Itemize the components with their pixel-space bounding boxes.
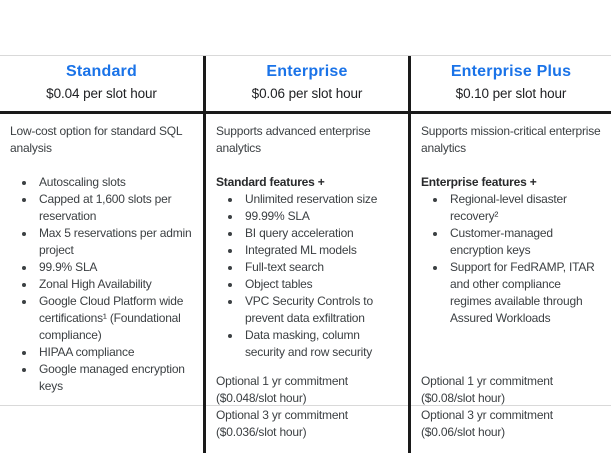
feature-item: • Unlimited reservation size: [242, 191, 400, 208]
commitment-line: Optional 3 yr commitment: [216, 408, 348, 422]
commitment-line: Optional 3 yr commitment: [421, 408, 553, 422]
feature-item: • VPC Security Controls to prevent data exfiltration: [242, 293, 400, 327]
plan-price: $0.04 per slot hour: [46, 86, 157, 101]
features-heading: Enterprise features +: [421, 175, 537, 189]
feature-item: • Google managed encryption keys: [36, 361, 195, 395]
plan-body: [0, 114, 203, 453]
feature-item: • Regional-level disaster recovery²: [447, 191, 603, 225]
pricing-table: [0, 55, 611, 439]
feature-item: • Zonal High Availability: [36, 276, 195, 293]
plan-title: Standard: [66, 63, 137, 80]
feature-item: • 99.9% SLA: [36, 259, 195, 276]
commitment-line: ($0.08/slot hour): [421, 391, 505, 405]
feature-item: • Customer-managed encryption keys: [447, 225, 603, 259]
plan-intro: Supports mission-critical enterprise analytics: [421, 124, 601, 155]
feature-item: • Google Cloud Platform wide certifications¹ (Foundational compliance): [36, 293, 195, 344]
feature-item: • Max 5 reservations per admin project: [36, 225, 195, 259]
commitment-line: Optional 1 yr commitment: [421, 374, 553, 388]
feature-list: [421, 191, 603, 327]
plan-commitments: [421, 361, 603, 441]
feature-list: [216, 191, 400, 361]
commitment-line: ($0.06/slot hour): [421, 425, 505, 439]
feature-item: • Full-text search: [242, 259, 400, 276]
features-heading: Standard features +: [216, 175, 325, 189]
plan-price: $0.10 per slot hour: [455, 86, 567, 101]
plan-body: [206, 114, 408, 453]
feature-item: • Object tables: [242, 276, 400, 293]
plan-column-standard: [0, 56, 203, 453]
plan-title: Enterprise Plus: [450, 63, 572, 80]
feature-list: [10, 174, 195, 395]
feature-item: • BI query acceleration: [242, 225, 400, 242]
feature-item: • Autoscaling slots: [36, 174, 195, 191]
plan-intro: Low-cost option for standard SQL analysis: [10, 124, 182, 155]
plan-commitments: [216, 361, 400, 441]
plan-header: [206, 56, 408, 114]
commitment-line: Optional 1 yr commitment: [216, 374, 348, 388]
feature-item: • Integrated ML models: [242, 242, 400, 259]
plan-price: $0.06 per slot hour: [251, 86, 363, 101]
feature-item: • Data masking, column security and row security: [242, 327, 400, 361]
plan-body: [411, 114, 611, 453]
plan-title: Enterprise: [266, 63, 348, 80]
feature-item: • 99.99% SLA: [242, 208, 400, 225]
plan-column-enterprise: [203, 56, 408, 453]
commitment-line: ($0.036/slot hour): [216, 425, 307, 439]
feature-item: • Support for FedRAMP, ITAR and other compliance regimes available through Assured Workloads: [447, 259, 603, 327]
plan-header: [411, 56, 611, 114]
feature-item: • Capped at 1,600 slots per reservation: [36, 191, 195, 225]
plan-header: [0, 56, 203, 114]
plan-intro: Supports advanced enterprise analytics: [216, 124, 371, 155]
commitment-line: ($0.048/slot hour): [216, 391, 307, 405]
plan-column-enterprise-plus: [408, 56, 611, 453]
feature-item: • HIPAA compliance: [36, 344, 195, 361]
